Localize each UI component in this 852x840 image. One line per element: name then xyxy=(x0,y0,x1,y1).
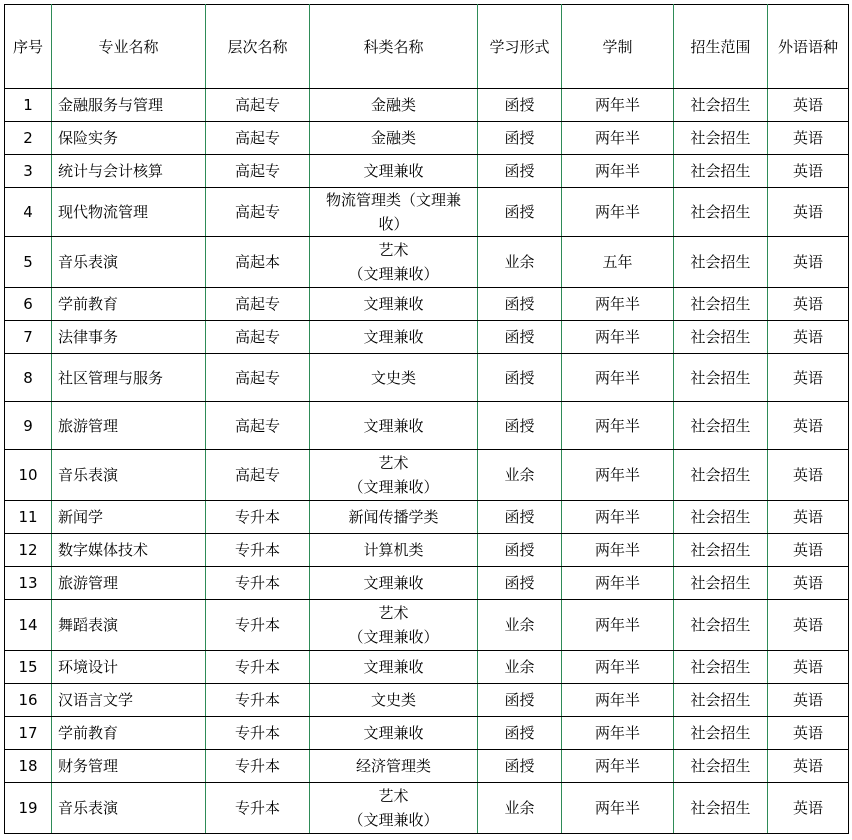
cell-foreign-language: 英语 xyxy=(768,321,849,354)
cell-duration: 两年半 xyxy=(562,122,674,155)
cell-category-name xyxy=(310,534,478,567)
cell-enrollment-scope: 社会招生 xyxy=(674,783,768,834)
table-row xyxy=(5,288,849,321)
cell-study-form: 函授 xyxy=(478,188,562,237)
table-row xyxy=(5,89,849,122)
cell-major-name: 法律事务 xyxy=(52,321,206,354)
cell-category-name xyxy=(310,750,478,783)
cell-major-name: 学前教育 xyxy=(52,288,206,321)
table-row xyxy=(5,534,849,567)
cell-major-name: 数字媒体技术 xyxy=(52,534,206,567)
cell-category-name xyxy=(310,783,478,834)
cell-level-name: 高起专 xyxy=(206,89,310,122)
cell-duration: 两年半 xyxy=(562,651,674,684)
cell-duration: 两年半 xyxy=(562,155,674,188)
cell-enrollment-scope: 社会招生 xyxy=(674,321,768,354)
cell-category-name xyxy=(310,651,478,684)
cell-duration: 两年半 xyxy=(562,89,674,122)
cell-level-name: 专升本 xyxy=(206,600,310,651)
header-study-form: 学习形式 xyxy=(478,5,562,89)
table-row xyxy=(5,155,849,188)
cell-level-name: 专升本 xyxy=(206,501,310,534)
cell-foreign-language: 英语 xyxy=(768,402,849,450)
cell-foreign-language: 英语 xyxy=(768,89,849,122)
cell-major-name: 环境设计 xyxy=(52,651,206,684)
cell-category-name xyxy=(310,122,478,155)
cell-category-name xyxy=(310,354,478,402)
cell-category-name xyxy=(310,450,478,501)
table-row xyxy=(5,750,849,783)
category-line: 收） xyxy=(378,215,409,233)
cell-serial-number: 2 xyxy=(5,122,52,155)
table-row xyxy=(5,402,849,450)
cell-serial-number: 8 xyxy=(5,354,52,402)
cell-study-form: 函授 xyxy=(478,288,562,321)
cell-duration: 两年半 xyxy=(562,354,674,402)
category-line: 文理兼收 xyxy=(363,724,424,742)
cell-serial-number: 13 xyxy=(5,567,52,600)
category-line: 金融类 xyxy=(370,96,416,114)
cell-serial-number: 17 xyxy=(5,717,52,750)
category-line: 文理兼收 xyxy=(363,328,424,346)
table-row xyxy=(5,321,849,354)
cell-duration: 两年半 xyxy=(562,501,674,534)
category-line: （文理兼收） xyxy=(348,628,439,646)
category-line: 艺术 xyxy=(378,604,409,622)
category-line: 物流管理类（文理兼 xyxy=(325,191,461,209)
cell-enrollment-scope: 社会招生 xyxy=(674,402,768,450)
cell-serial-number: 10 xyxy=(5,450,52,501)
category-line: （文理兼收） xyxy=(348,811,439,829)
cell-study-form: 函授 xyxy=(478,684,562,717)
cell-study-form: 函授 xyxy=(478,122,562,155)
cell-foreign-language: 英语 xyxy=(768,237,849,288)
table-row xyxy=(5,354,849,402)
cell-level-name: 专升本 xyxy=(206,684,310,717)
header-foreign-language: 外语语种 xyxy=(768,5,849,89)
cell-duration: 两年半 xyxy=(562,288,674,321)
cell-duration: 两年半 xyxy=(562,684,674,717)
table-row xyxy=(5,783,849,834)
table-body xyxy=(5,89,849,834)
cell-category-name xyxy=(310,89,478,122)
cell-study-form: 业余 xyxy=(478,237,562,288)
cell-enrollment-scope: 社会招生 xyxy=(674,567,768,600)
category-line: 艺术 xyxy=(378,454,409,472)
cell-serial-number: 18 xyxy=(5,750,52,783)
table-row xyxy=(5,684,849,717)
cell-major-name: 汉语言文学 xyxy=(52,684,206,717)
cell-level-name: 高起本 xyxy=(206,237,310,288)
cell-foreign-language: 英语 xyxy=(768,188,849,237)
table-row xyxy=(5,567,849,600)
cell-study-form: 函授 xyxy=(478,567,562,600)
table-row xyxy=(5,717,849,750)
header-major-name: 专业名称 xyxy=(52,5,206,89)
cell-duration: 两年半 xyxy=(562,750,674,783)
header-serial-number: 序号 xyxy=(5,5,52,89)
cell-category-name xyxy=(310,684,478,717)
table-row xyxy=(5,501,849,534)
category-line: 经济管理类 xyxy=(355,757,431,775)
cell-foreign-language: 英语 xyxy=(768,155,849,188)
category-line: 文理兼收 xyxy=(363,162,424,180)
cell-serial-number: 5 xyxy=(5,237,52,288)
cell-duration: 两年半 xyxy=(562,450,674,501)
cell-major-name: 舞蹈表演 xyxy=(52,600,206,651)
category-line: 文理兼收 xyxy=(363,574,424,592)
cell-enrollment-scope: 社会招生 xyxy=(674,122,768,155)
cell-foreign-language: 英语 xyxy=(768,122,849,155)
enrollment-table xyxy=(4,4,849,834)
cell-study-form: 函授 xyxy=(478,750,562,783)
cell-major-name: 学前教育 xyxy=(52,717,206,750)
cell-duration: 两年半 xyxy=(562,567,674,600)
cell-enrollment-scope: 社会招生 xyxy=(674,651,768,684)
cell-study-form: 函授 xyxy=(478,402,562,450)
table-row xyxy=(5,651,849,684)
cell-study-form: 函授 xyxy=(478,501,562,534)
header-category-name: 科类名称 xyxy=(310,5,478,89)
cell-major-name: 现代物流管理 xyxy=(52,188,206,237)
category-line: （文理兼收） xyxy=(348,265,439,283)
cell-major-name: 社区管理与服务 xyxy=(52,354,206,402)
cell-foreign-language: 英语 xyxy=(768,567,849,600)
cell-serial-number: 15 xyxy=(5,651,52,684)
cell-level-name: 专升本 xyxy=(206,567,310,600)
cell-foreign-language: 英语 xyxy=(768,354,849,402)
category-line: 金融类 xyxy=(370,129,416,147)
cell-category-name xyxy=(310,155,478,188)
cell-study-form: 函授 xyxy=(478,155,562,188)
cell-serial-number: 6 xyxy=(5,288,52,321)
category-line: 文理兼收 xyxy=(363,416,424,435)
category-line: 文理兼收 xyxy=(363,295,424,313)
cell-duration: 两年半 xyxy=(562,321,674,354)
table-header-row xyxy=(5,5,849,89)
header-level-name: 层次名称 xyxy=(206,5,310,89)
cell-major-name: 统计与会计核算 xyxy=(52,155,206,188)
cell-enrollment-scope: 社会招生 xyxy=(674,534,768,567)
cell-major-name: 保险实务 xyxy=(52,122,206,155)
cell-enrollment-scope: 社会招生 xyxy=(674,354,768,402)
cell-enrollment-scope: 社会招生 xyxy=(674,288,768,321)
category-line: 计算机类 xyxy=(363,541,424,559)
cell-study-form: 业余 xyxy=(478,651,562,684)
cell-serial-number: 7 xyxy=(5,321,52,354)
cell-major-name: 旅游管理 xyxy=(52,402,206,450)
category-line: 艺术 xyxy=(378,241,409,259)
table-row xyxy=(5,600,849,651)
cell-duration: 五年 xyxy=(562,237,674,288)
cell-category-name xyxy=(310,567,478,600)
category-line: 文史类 xyxy=(370,691,416,709)
cell-level-name: 专升本 xyxy=(206,717,310,750)
category-line: 新闻传播学类 xyxy=(348,508,439,526)
cell-study-form: 函授 xyxy=(478,717,562,750)
cell-major-name: 财务管理 xyxy=(52,750,206,783)
cell-foreign-language: 英语 xyxy=(768,501,849,534)
header-duration: 学制 xyxy=(562,5,674,89)
category-line: （文理兼收） xyxy=(348,478,439,496)
cell-serial-number: 19 xyxy=(5,783,52,834)
cell-duration: 两年半 xyxy=(562,717,674,750)
cell-study-form: 函授 xyxy=(478,89,562,122)
cell-category-name xyxy=(310,501,478,534)
cell-category-name xyxy=(310,717,478,750)
cell-foreign-language: 英语 xyxy=(768,750,849,783)
cell-serial-number: 12 xyxy=(5,534,52,567)
cell-duration: 两年半 xyxy=(562,402,674,450)
cell-foreign-language: 英语 xyxy=(768,684,849,717)
cell-category-name xyxy=(310,188,478,237)
cell-foreign-language: 英语 xyxy=(768,783,849,834)
cell-duration: 两年半 xyxy=(562,783,674,834)
cell-duration: 两年半 xyxy=(562,188,674,237)
table-row xyxy=(5,237,849,288)
cell-serial-number: 14 xyxy=(5,600,52,651)
cell-category-name xyxy=(310,237,478,288)
cell-level-name: 高起专 xyxy=(206,321,310,354)
cell-foreign-language: 英语 xyxy=(768,450,849,501)
cell-serial-number: 1 xyxy=(5,89,52,122)
cell-major-name: 音乐表演 xyxy=(52,783,206,834)
cell-foreign-language: 英语 xyxy=(768,534,849,567)
cell-study-form: 业余 xyxy=(478,450,562,501)
cell-serial-number: 11 xyxy=(5,501,52,534)
cell-foreign-language: 英语 xyxy=(768,651,849,684)
cell-serial-number: 3 xyxy=(5,155,52,188)
cell-major-name: 音乐表演 xyxy=(52,450,206,501)
cell-major-name: 新闻学 xyxy=(52,501,206,534)
cell-enrollment-scope: 社会招生 xyxy=(674,501,768,534)
cell-major-name: 音乐表演 xyxy=(52,237,206,288)
cell-category-name xyxy=(310,321,478,354)
cell-enrollment-scope: 社会招生 xyxy=(674,188,768,237)
cell-enrollment-scope: 社会招生 xyxy=(674,717,768,750)
cell-study-form: 业余 xyxy=(478,783,562,834)
cell-category-name xyxy=(310,288,478,321)
cell-level-name: 专升本 xyxy=(206,783,310,834)
cell-study-form: 函授 xyxy=(478,321,562,354)
table-row xyxy=(5,122,849,155)
cell-foreign-language: 英语 xyxy=(768,288,849,321)
cell-category-name xyxy=(310,402,478,450)
cell-level-name: 高起专 xyxy=(206,402,310,450)
cell-serial-number: 9 xyxy=(5,402,52,450)
cell-level-name: 高起专 xyxy=(206,288,310,321)
cell-level-name: 高起专 xyxy=(206,188,310,237)
cell-enrollment-scope: 社会招生 xyxy=(674,450,768,501)
cell-enrollment-scope: 社会招生 xyxy=(674,237,768,288)
cell-serial-number: 4 xyxy=(5,188,52,237)
cell-duration: 两年半 xyxy=(562,534,674,567)
category-line: 艺术 xyxy=(378,787,409,805)
header-enrollment-scope: 招生范围 xyxy=(674,5,768,89)
cell-study-form: 函授 xyxy=(478,354,562,402)
category-line: 文史类 xyxy=(370,368,416,387)
cell-study-form: 函授 xyxy=(478,534,562,567)
cell-level-name: 高起专 xyxy=(206,354,310,402)
cell-enrollment-scope: 社会招生 xyxy=(674,750,768,783)
cell-level-name: 专升本 xyxy=(206,750,310,783)
cell-level-name: 高起专 xyxy=(206,450,310,501)
cell-major-name: 旅游管理 xyxy=(52,567,206,600)
category-line: 文理兼收 xyxy=(363,658,424,676)
cell-study-form: 业余 xyxy=(478,600,562,651)
cell-enrollment-scope: 社会招生 xyxy=(674,684,768,717)
cell-duration: 两年半 xyxy=(562,600,674,651)
table-row xyxy=(5,188,849,237)
cell-level-name: 专升本 xyxy=(206,651,310,684)
cell-enrollment-scope: 社会招生 xyxy=(674,89,768,122)
cell-major-name: 金融服务与管理 xyxy=(52,89,206,122)
cell-level-name: 高起专 xyxy=(206,155,310,188)
cell-level-name: 专升本 xyxy=(206,534,310,567)
table-row xyxy=(5,450,849,501)
cell-level-name: 高起专 xyxy=(206,122,310,155)
cell-enrollment-scope: 社会招生 xyxy=(674,600,768,651)
cell-foreign-language: 英语 xyxy=(768,600,849,651)
cell-enrollment-scope: 社会招生 xyxy=(674,155,768,188)
cell-foreign-language: 英语 xyxy=(768,717,849,750)
cell-category-name xyxy=(310,600,478,651)
cell-serial-number: 16 xyxy=(5,684,52,717)
